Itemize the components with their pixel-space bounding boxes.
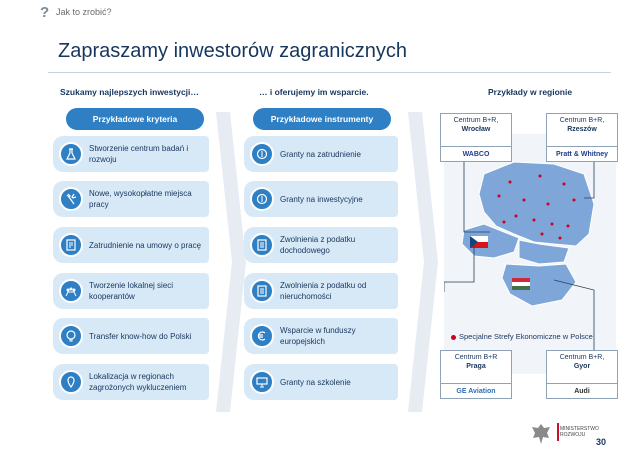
criteria-label: Transfer know-how do Polski: [89, 331, 192, 341]
examples-heading: Przykłady w regionie: [488, 87, 573, 97]
instruments-heading: … i oferujemy im wsparcie.: [259, 87, 369, 97]
criteria-pill: Przykładowe kryteria: [66, 108, 204, 130]
center-rzeszow: [546, 113, 618, 162]
know-how-icon: [59, 324, 83, 348]
instrument-card: [244, 227, 398, 263]
document-icon: [250, 279, 274, 303]
criteria-card: [53, 181, 209, 217]
criteria-label: Zatrudnienie na umowy o pracę: [89, 240, 202, 250]
instruments-pill: Przykładowe instrumenty: [253, 108, 391, 130]
sez-dot-icon: [451, 335, 456, 340]
criteria-label: Lokalizacja w regionach zagrożonych wykluczeniem: [89, 372, 187, 392]
instrument-card: [244, 181, 398, 217]
instrument-card: [244, 273, 398, 309]
wabco-logo: WABCO: [440, 147, 512, 162]
center-city: Rzeszów: [567, 126, 597, 133]
criteria-label: Tworzenie lokalnej sieci kooperantów: [89, 281, 174, 301]
criteria-card: [53, 136, 209, 172]
document-icon: [250, 233, 274, 257]
audi-logo: Audi: [546, 384, 618, 399]
center-wroclaw: [440, 113, 512, 162]
instrument-label: Granty na szkolenie: [280, 377, 351, 387]
contract-icon: [59, 233, 83, 257]
instrument-label: Granty na zatrudnienie: [280, 149, 361, 159]
separator-arrow: [408, 112, 438, 412]
criteria-card: [53, 364, 209, 400]
ministry-accent-bar: [557, 423, 559, 441]
ge-aviation-logo: GE Aviation: [440, 384, 512, 399]
criteria-card: [53, 318, 209, 354]
ministry-name: MINISTERSTWO ROZWOJU: [560, 426, 599, 438]
center-gyor: [546, 350, 618, 399]
instrument-card: [244, 318, 398, 354]
center-city: Wrocław: [461, 126, 491, 133]
criteria-label: Nowe, wysokopłatne miejsca pracy: [89, 189, 192, 209]
separator-arrow: [216, 112, 246, 412]
section-question: Jak to zrobić?: [56, 7, 112, 17]
training-icon: [250, 370, 274, 394]
criteria-card: [53, 273, 209, 309]
pratt-whitney-logo: Pratt & Whitney: [546, 147, 618, 162]
criteria-heading: Szukamy najlepszych inwestycji…: [60, 87, 199, 97]
instrument-card: [244, 364, 398, 400]
page-number: 30: [596, 437, 607, 447]
criteria-label: Stworzenie centrum badań i rozwoju: [89, 144, 189, 164]
instrument-label: Wsparcie w funduszy europejskich: [280, 326, 356, 346]
coin-icon: [250, 142, 274, 166]
title-divider: [48, 72, 611, 73]
center-city: Praga: [466, 363, 486, 370]
center-city: Gyor: [573, 363, 591, 370]
criteria-card: [53, 227, 209, 263]
help-icon: ?: [40, 4, 50, 21]
instrument-label: Granty na inwestycyjne: [280, 194, 363, 204]
center-name: Centrum B+R: [454, 354, 498, 361]
page-title: Zapraszamy inwestorów zagranicznych: [58, 40, 408, 62]
center-name: Centrum B+R,: [559, 354, 605, 361]
instrument-label: Zwolnienia z podatku od nieruchomości: [280, 281, 367, 301]
euro-icon: [250, 324, 274, 348]
tools-icon: [59, 187, 83, 211]
coin-icon: [250, 187, 274, 211]
location-icon: [59, 370, 83, 394]
network-icon: [59, 279, 83, 303]
center-name: Centrum B+R,: [453, 117, 499, 124]
center-name: Centrum B+R,: [559, 117, 605, 124]
map-legend: [451, 332, 593, 341]
flask-icon: [59, 142, 83, 166]
eagle-emblem-icon: [530, 422, 552, 446]
legend-label: Specjalne Strefy Ekonomiczne w Polsce: [459, 332, 593, 341]
instrument-label: Zwolnienia z podatku dochodowego: [280, 235, 356, 255]
instrument-card: [244, 136, 398, 172]
center-praga: [440, 350, 512, 399]
